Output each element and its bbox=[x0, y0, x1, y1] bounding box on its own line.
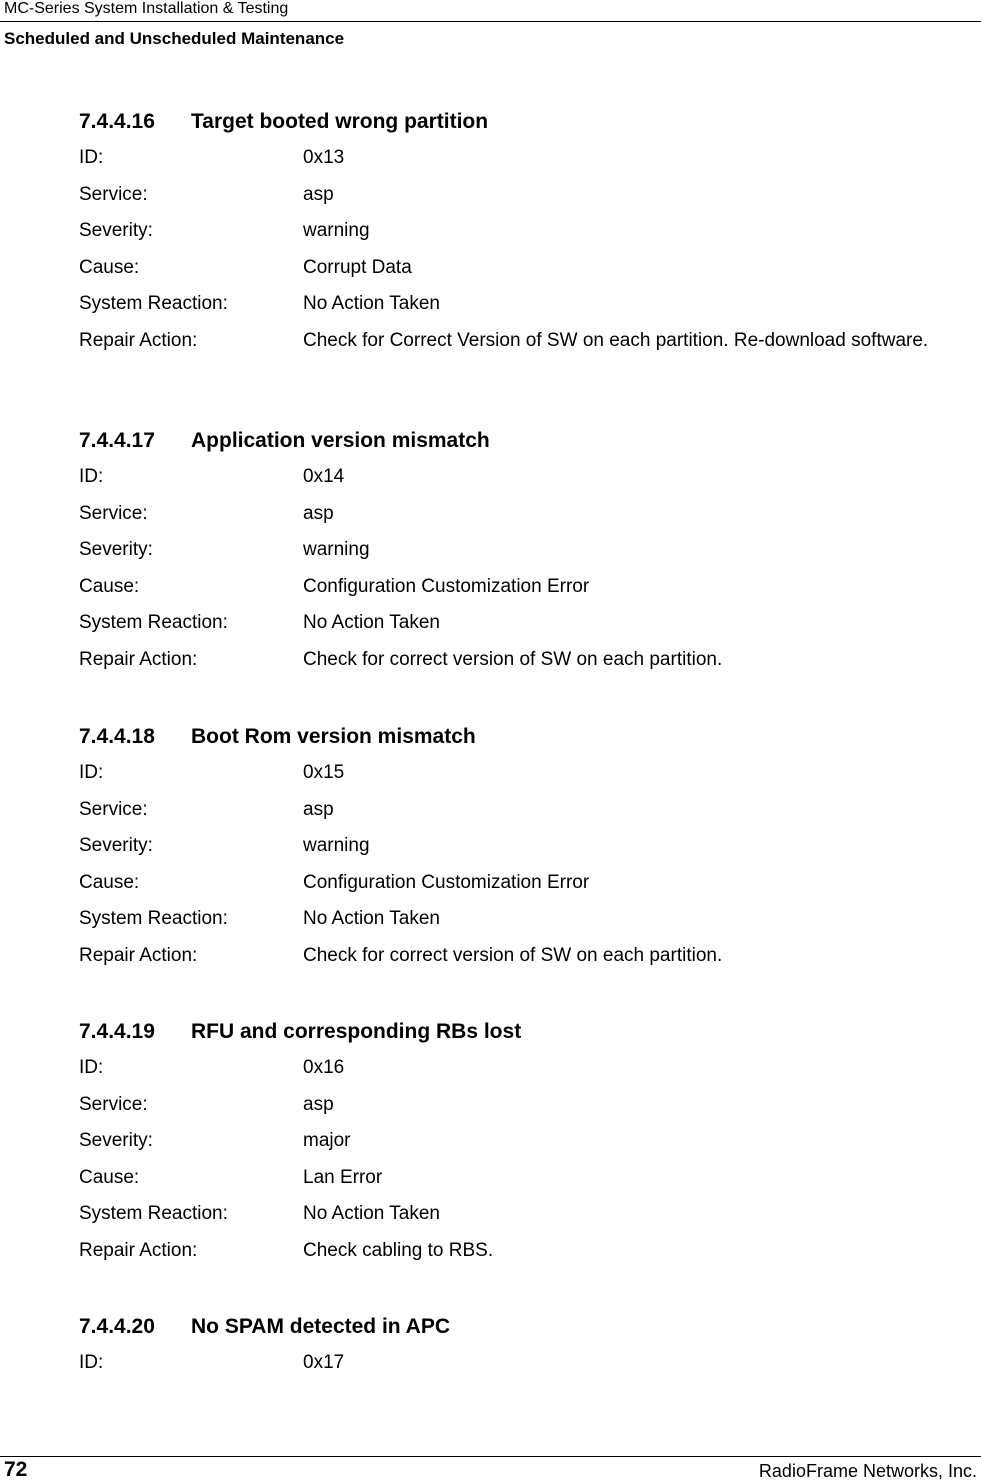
field-value-service: asp bbox=[303, 1093, 334, 1115]
section-number: 7.4.4.20 bbox=[79, 1315, 155, 1338]
section-heading bbox=[79, 110, 959, 146]
field-value-service: asp bbox=[303, 183, 334, 205]
field-value-severity: major bbox=[303, 1130, 351, 1152]
field-value-reaction: No Action Taken bbox=[303, 293, 440, 315]
field-row-reaction bbox=[79, 1202, 959, 1239]
field-label: Severity: bbox=[79, 220, 153, 242]
field-value-id: 0x17 bbox=[303, 1352, 345, 1373]
field-row-reaction bbox=[79, 611, 959, 648]
field-value-id: 0x13 bbox=[303, 147, 345, 168]
section-7-4-4-16 bbox=[79, 110, 959, 366]
field-value-reaction: No Action Taken bbox=[303, 612, 440, 634]
field-label: Severity: bbox=[79, 539, 153, 561]
field-value-id: 0x14 bbox=[303, 466, 345, 487]
section-number: 7.4.4.19 bbox=[79, 1020, 155, 1043]
section-title: RFU and corresponding RBs lost bbox=[191, 1020, 522, 1043]
field-value-service: asp bbox=[303, 502, 334, 524]
header-rule bbox=[0, 21, 981, 22]
field-label: Service: bbox=[79, 1093, 148, 1115]
field-value-id: 0x15 bbox=[303, 762, 345, 783]
section-7-4-4-18 bbox=[79, 725, 959, 981]
field-label: Service: bbox=[79, 502, 148, 524]
running-header-title: MC-Series System Installation & Testing bbox=[4, 0, 289, 17]
section-number: 7.4.4.17 bbox=[79, 429, 155, 452]
field-row-id bbox=[79, 1056, 959, 1093]
section-title: Target booted wrong partition bbox=[191, 110, 489, 133]
field-row-severity bbox=[79, 834, 959, 871]
field-label: Repair Action: bbox=[79, 648, 198, 670]
field-row-cause bbox=[79, 871, 959, 908]
field-value-cause: Configuration Customization Error bbox=[303, 871, 590, 893]
field-row-id bbox=[79, 761, 959, 798]
field-value-reaction: No Action Taken bbox=[303, 908, 440, 930]
section-7-4-4-19 bbox=[79, 1020, 959, 1276]
field-row-reaction bbox=[79, 292, 959, 329]
field-row-service bbox=[79, 1093, 959, 1130]
field-value-repair: Check for correct version of SW on each partition. bbox=[303, 944, 723, 966]
footer-company: RadioFrame Networks, Inc. bbox=[758, 1461, 977, 1481]
section-heading bbox=[79, 429, 959, 465]
field-label: System Reaction: bbox=[79, 1203, 228, 1225]
field-row-cause bbox=[79, 575, 959, 612]
field-row-repair bbox=[79, 329, 959, 366]
field-row-severity bbox=[79, 1129, 959, 1166]
field-value-severity: warning bbox=[303, 835, 370, 857]
field-value-service: asp bbox=[303, 798, 334, 820]
field-label: ID: bbox=[79, 466, 104, 487]
field-label: Repair Action: bbox=[79, 944, 198, 966]
field-value-repair: Check cabling to RBS. bbox=[303, 1239, 494, 1261]
field-row-service bbox=[79, 502, 959, 539]
footer-rule bbox=[0, 1456, 981, 1457]
field-label: Cause: bbox=[79, 1166, 140, 1188]
field-row-repair bbox=[79, 944, 959, 981]
section-title: No SPAM detected in APC bbox=[191, 1315, 451, 1338]
section-heading bbox=[79, 1020, 959, 1056]
field-label: Repair Action: bbox=[79, 329, 198, 351]
field-label: ID: bbox=[79, 762, 104, 783]
field-value-repair: Check for correct version of SW on each partition. bbox=[303, 648, 723, 670]
field-label: Cause: bbox=[79, 871, 140, 893]
page-number: 72 bbox=[4, 1458, 28, 1481]
field-label: System Reaction: bbox=[79, 612, 228, 634]
field-label: ID: bbox=[79, 147, 104, 168]
section-heading bbox=[79, 1315, 959, 1351]
section-7-4-4-17 bbox=[79, 429, 959, 685]
field-value-cause: Lan Error bbox=[303, 1166, 383, 1188]
field-value-reaction: No Action Taken bbox=[303, 1203, 440, 1225]
section-7-4-4-20 bbox=[79, 1315, 959, 1388]
field-row-id bbox=[79, 146, 959, 183]
field-row-repair bbox=[79, 1239, 959, 1276]
running-header-chapter: Scheduled and Unscheduled Maintenance bbox=[4, 29, 345, 48]
field-label: Repair Action: bbox=[79, 1239, 198, 1261]
field-row-repair bbox=[79, 648, 959, 685]
field-value-cause: Configuration Customization Error bbox=[303, 575, 590, 597]
field-row-service bbox=[79, 183, 959, 220]
section-number: 7.4.4.18 bbox=[79, 725, 155, 748]
field-row-reaction bbox=[79, 907, 959, 944]
field-label: ID: bbox=[79, 1057, 104, 1078]
field-row-id bbox=[79, 465, 959, 502]
field-label: Service: bbox=[79, 798, 148, 820]
field-row-severity bbox=[79, 219, 959, 256]
field-label: System Reaction: bbox=[79, 908, 228, 930]
field-value-repair: Check for Correct Version of SW on each partition. Re-download software. bbox=[303, 329, 929, 351]
field-value-severity: warning bbox=[303, 220, 370, 242]
field-row-service bbox=[79, 798, 959, 835]
field-label: Cause: bbox=[79, 575, 140, 597]
field-label: Service: bbox=[79, 183, 148, 205]
field-label: Severity: bbox=[79, 835, 153, 857]
field-label: Severity: bbox=[79, 1130, 153, 1152]
section-title: Application version mismatch bbox=[191, 429, 490, 452]
field-value-cause: Corrupt Data bbox=[303, 256, 412, 278]
field-row-cause bbox=[79, 256, 959, 293]
field-value-severity: warning bbox=[303, 539, 370, 561]
field-label: ID: bbox=[79, 1352, 104, 1373]
section-heading bbox=[79, 725, 959, 761]
field-row-cause bbox=[79, 1166, 959, 1203]
section-number: 7.4.4.16 bbox=[79, 110, 155, 133]
field-row-id bbox=[79, 1351, 959, 1388]
section-title: Boot Rom version mismatch bbox=[191, 725, 476, 748]
field-value-id: 0x16 bbox=[303, 1057, 345, 1078]
field-label: Cause: bbox=[79, 256, 140, 278]
field-row-severity bbox=[79, 538, 959, 575]
field-label: System Reaction: bbox=[79, 293, 228, 315]
